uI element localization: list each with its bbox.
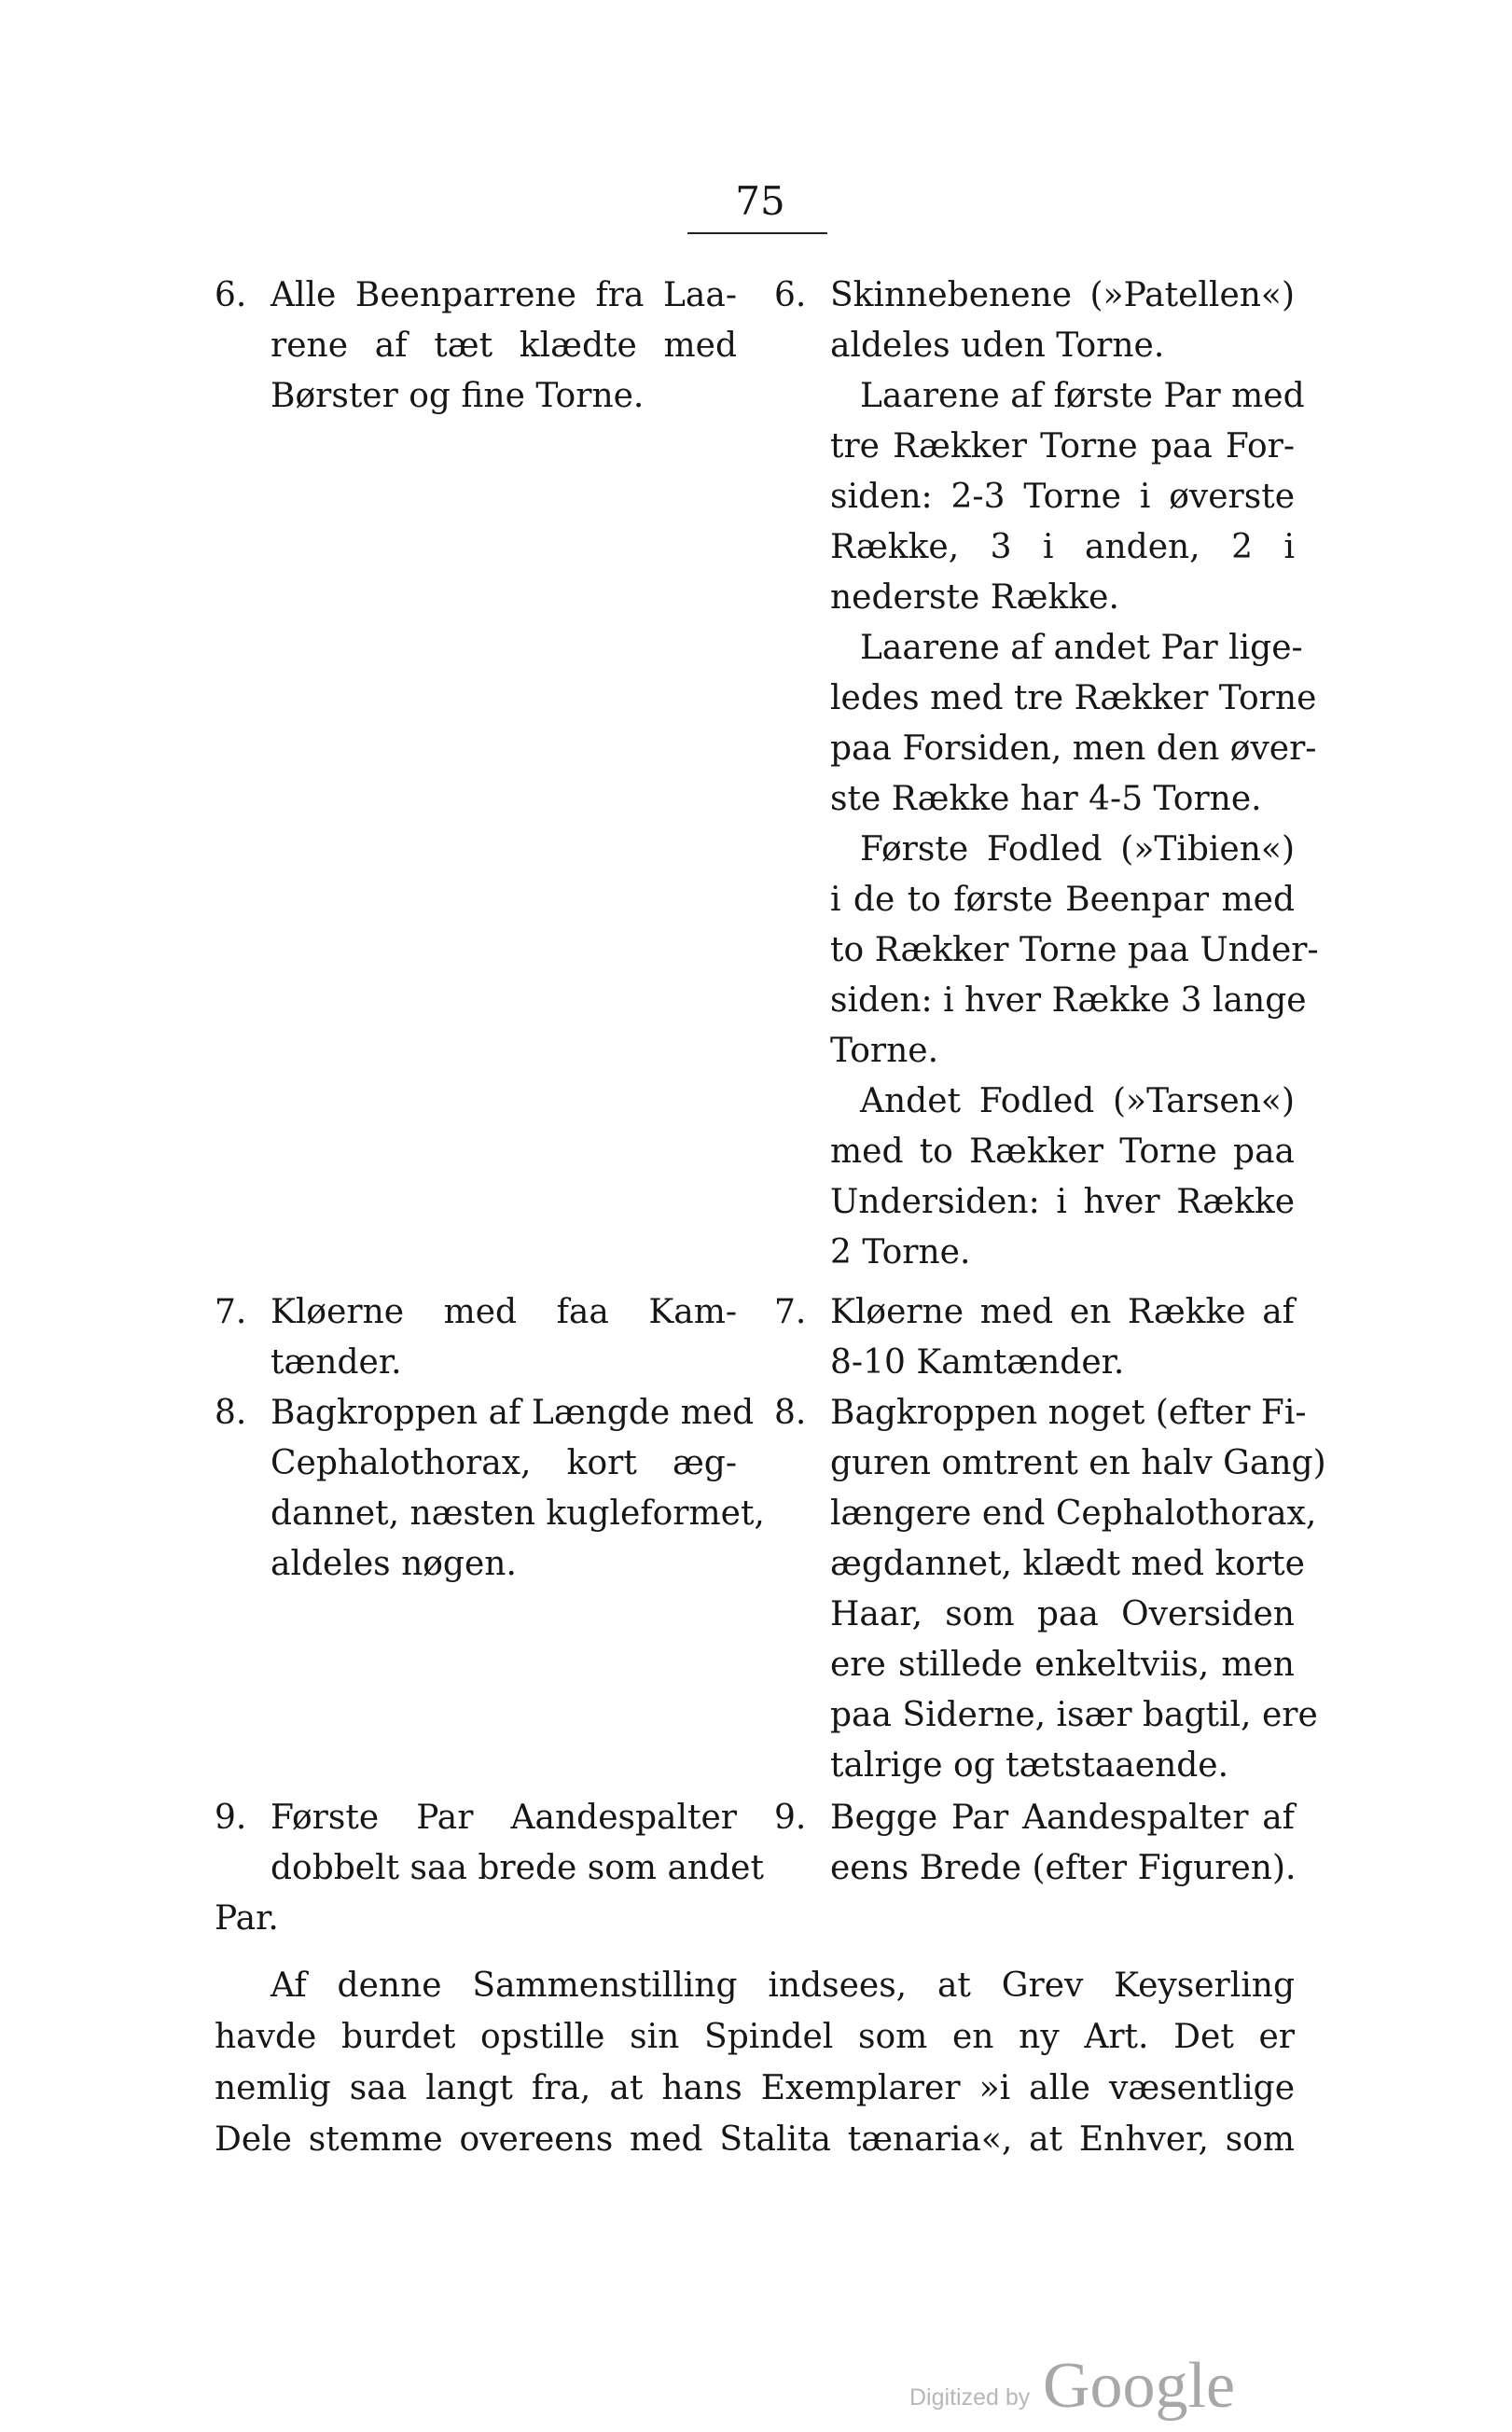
text-line: nederste Række. <box>830 578 1119 617</box>
text-line: dannet, næsten kugleformet, <box>270 1494 765 1533</box>
text-line: rene af tæt klædte med <box>270 327 737 365</box>
text-line: Par. <box>215 1899 279 1938</box>
page-number: 75 <box>735 178 785 224</box>
text-line: Cephalothorax, kort æg- <box>270 1444 737 1482</box>
text-line: Bagkroppen af Længde med <box>270 1394 755 1432</box>
page-number-rule <box>687 232 827 234</box>
text-line: ste Række har 4-5 Torne. <box>830 780 1262 818</box>
item-number: 6. <box>215 276 247 314</box>
text-line: 8-10 Kamtænder. <box>830 1343 1125 1382</box>
text-line: aldeles uden Torne. <box>830 327 1165 365</box>
item-number: 7. <box>774 1293 807 1331</box>
text-line: guren omtrent en halv Gang) <box>830 1444 1326 1482</box>
text-line: siden: i hver Række 3 lange <box>830 981 1307 1020</box>
text-line: Torne. <box>830 1032 939 1070</box>
text-line: dobbelt saa brede som andet <box>270 1849 764 1887</box>
text-line: Dele stemme overeens med Stalita tænaria«, at Enhver, som <box>215 2120 1295 2159</box>
text-line: nemlig saa langt fra, at hans Exemplarer »i alle væsentlige <box>215 2069 1295 2107</box>
item-number: 9. <box>774 1799 807 1837</box>
text-line: Alle Beenparrene fra Laa- <box>270 276 737 314</box>
text-line: ægdannet, klædt med korte <box>830 1545 1305 1583</box>
item-number: 8. <box>215 1394 247 1432</box>
text-line: Haar, som paa Oversiden <box>830 1595 1295 1633</box>
text-line: aldeles nøgen. <box>270 1545 517 1583</box>
text-line: Første Par Aandespalter <box>270 1799 737 1837</box>
text-line: siden: 2-3 Torne i øverste <box>830 478 1295 516</box>
text-line: to Rækker Torne paa Under- <box>830 931 1319 969</box>
text-line: Række, 3 i anden, 2 i <box>830 528 1295 566</box>
text-line: længere end Cephalothorax, <box>830 1494 1317 1533</box>
text-line: havde burdet opstille sin Spindel som en ny Art. Det er <box>215 2018 1295 2056</box>
text-line: Bagkroppen noget (efter Fi- <box>830 1394 1307 1432</box>
item-number: 6. <box>774 276 807 314</box>
text-line: Skinnebenene (»Patellen«) <box>830 276 1295 314</box>
item-number: 9. <box>215 1799 247 1837</box>
text-line: 2 Torne. <box>830 1233 971 1272</box>
item-number: 8. <box>774 1394 807 1432</box>
text-line: Kløerne med faa Kam- <box>270 1293 737 1331</box>
text-line: ere stillede enkeltviis, men <box>830 1646 1295 1684</box>
text-line: Af denne Sammenstilling indsees, at Grev Keyserling <box>270 1966 1295 2005</box>
text-line: tre Rækker Torne paa For- <box>830 427 1295 466</box>
text-line: talrige og tætstaaende. <box>830 1746 1229 1785</box>
google-logo: Google <box>1043 2350 1236 2422</box>
text-line: med to Rækker Torne paa <box>830 1133 1295 1171</box>
text-line: paa Forsiden, men den øver- <box>830 730 1317 768</box>
text-line: Laarene af første Par med <box>860 377 1305 415</box>
text-line: Begge Par Aandespalter af <box>830 1799 1295 1837</box>
watermark-prefix: Digitized by <box>909 2384 1031 2411</box>
text-line: Børster og fine Torne. <box>270 377 645 415</box>
digitized-by-google-watermark <box>909 2349 1236 2424</box>
text-line: tænder. <box>270 1343 402 1382</box>
text-line: Første Fodled (»Tibien«) <box>860 830 1295 869</box>
text-line: Laarene af andet Par lige- <box>860 629 1303 667</box>
text-line: paa Siderne, især bagtil, ere <box>830 1696 1318 1734</box>
text-line: ledes med tre Rækker Torne <box>830 679 1317 717</box>
text-line: Kløerne med en Række af <box>830 1293 1295 1331</box>
text-line: eens Brede (efter Figuren). <box>830 1849 1297 1887</box>
text-line: Undersiden: i hver Række <box>830 1183 1295 1221</box>
text-line: Andet Fodled (»Tarsen«) <box>860 1082 1295 1120</box>
text-line: i de to første Beenpar med <box>830 881 1295 919</box>
item-number: 7. <box>215 1293 247 1331</box>
